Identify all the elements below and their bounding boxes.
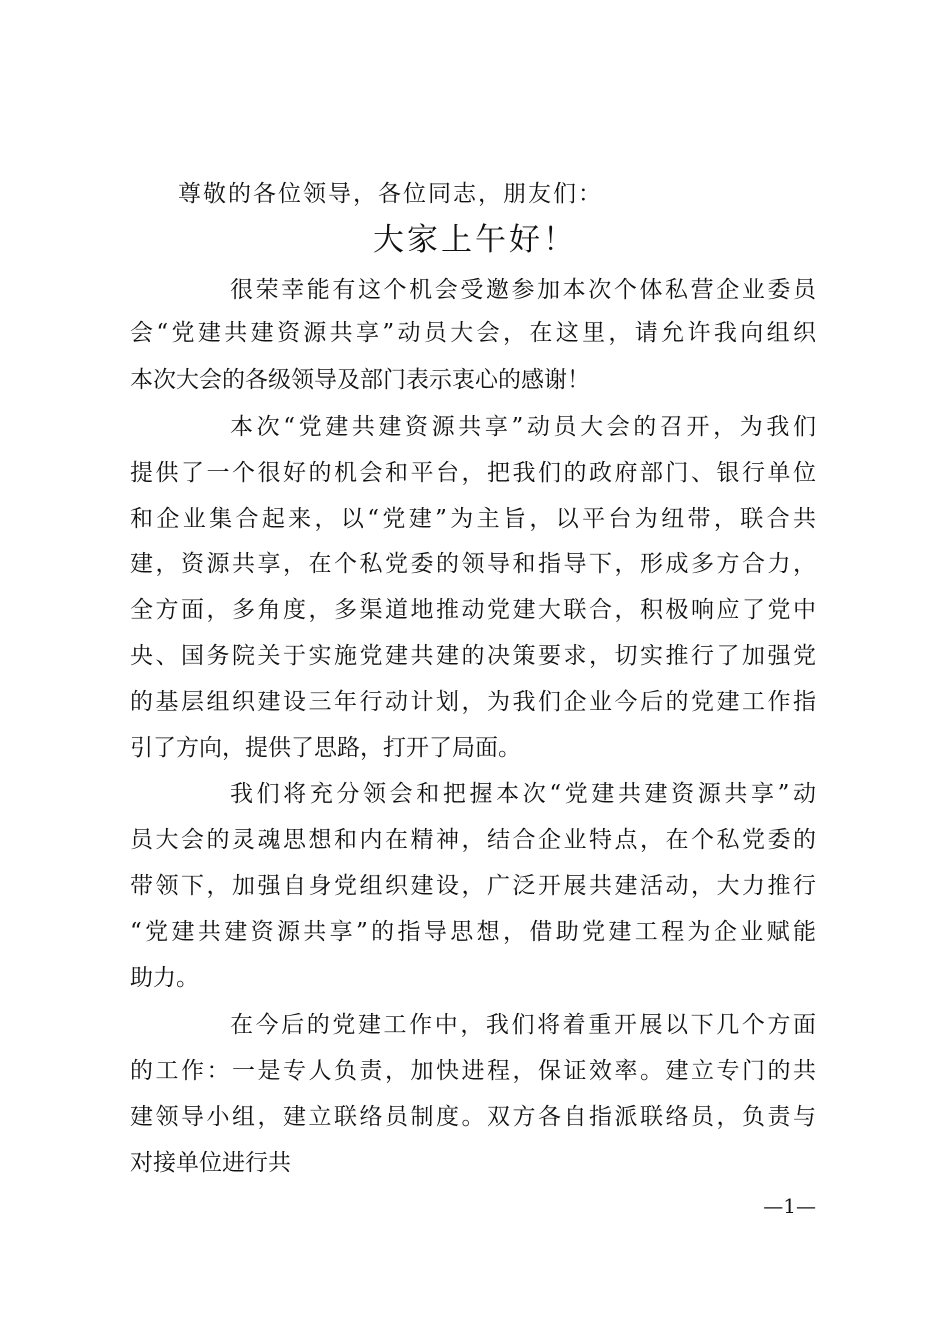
paragraph-4-line: 在今后的党建工作中，我们将着重开展以下几个方面 [230, 1012, 816, 1038]
paragraph-2-line: 和企业集合起来，以“党建”为主旨，以平台为纽带，联合共 [130, 506, 816, 532]
page-number: —1— [763, 1194, 816, 1218]
paragraph-2-line: 央、国务院关于实施党建共建的决策要求，切实推行了加强党 [130, 643, 816, 669]
paragraph-2-line: 提供了一个很好的机会和平台，把我们的政府部门、银行单位 [130, 460, 816, 486]
paragraph-3-line: 我们将充分领会和把握本次“党建共建资源共享”动 [230, 781, 816, 807]
paragraph-2-line: 的基层组织建设三年行动计划，为我们企业今后的党建工作指 [130, 689, 816, 715]
paragraph-2-line: 引了方向，提供了思路，打开了局面。 [130, 735, 521, 761]
paragraph-3-line: “党建共建资源共享”的指导思想，借助党建工程为企业赋能 [130, 919, 816, 945]
paragraph-1-line: 很荣幸能有这个机会受邀参加本次个体私营企业委员 [230, 277, 816, 303]
paragraph-2-line: 本次“党建共建资源共享”动员大会的召开，为我们 [230, 414, 816, 440]
paragraph-1-line: 本次大会的各级领导及部门表示衷心的感谢！ [130, 367, 590, 393]
paragraph-3-line: 员大会的灵魂思想和内在精神，结合企业特点，在个私党委的 [130, 827, 816, 853]
paragraph-2-line: 全方面，多角度，多渠道地推动党建大联合，积极响应了党中 [130, 597, 816, 623]
paragraph-2-line: 建，资源共享，在个私党委的领导和指导下，形成多方合力， [130, 551, 816, 577]
paragraph-4-line: 的工作：一是专人负责，加快进程，保证效率。建立专门的共 [130, 1058, 816, 1084]
paragraph-3-line: 带领下，加强自身党组织建设，广泛开展共建活动，大力推行 [130, 873, 816, 899]
greeting-heading: 大家上午好！ [373, 222, 577, 258]
paragraph-3-line: 助力。 [130, 965, 199, 991]
salutation: 尊敬的各位领导，各位同志，朋友们： [178, 181, 603, 207]
paragraph-4-line: 建领导小组，建立联络员制度。双方各自指派联络员，负责与 [130, 1104, 816, 1130]
paragraph-1-line: 会“党建共建资源共享”动员大会，在这里，请允许我向组织 [130, 320, 816, 346]
paragraph-4-line: 对接单位进行共 [130, 1150, 291, 1176]
